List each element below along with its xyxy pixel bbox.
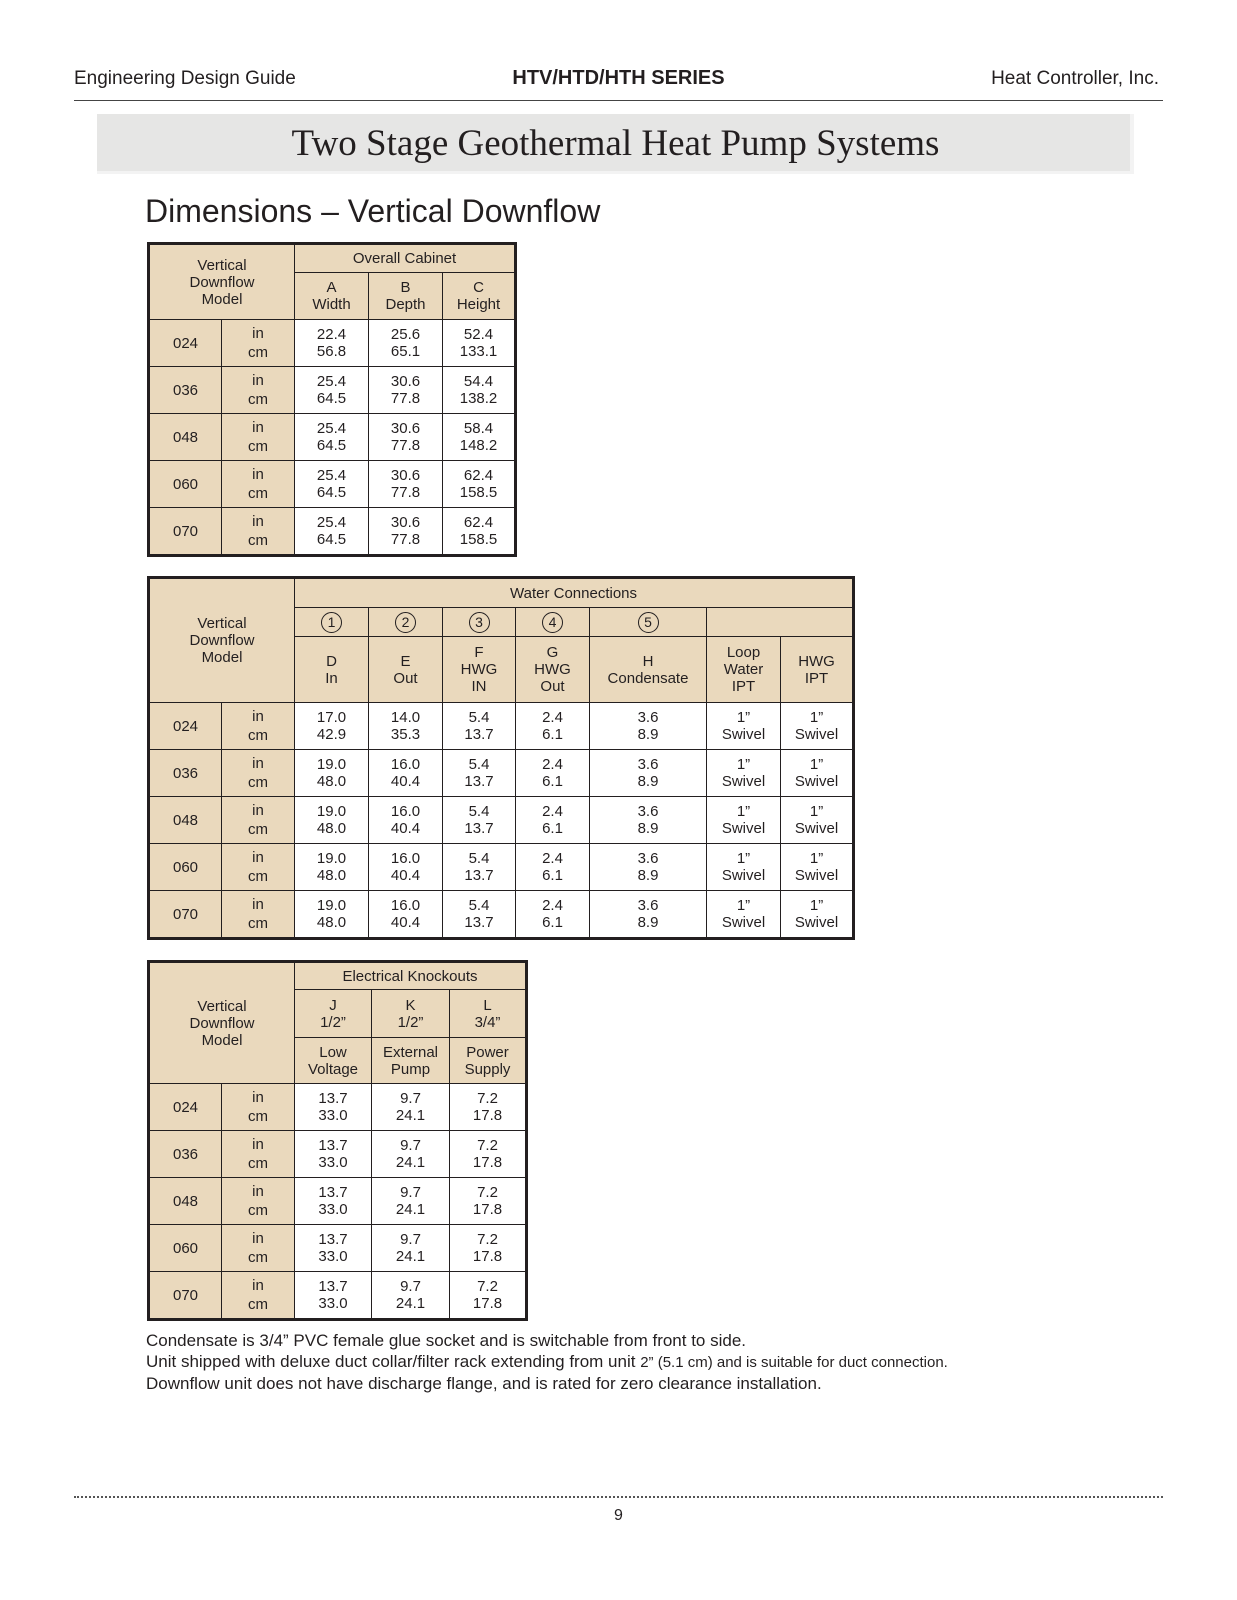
value-cell: 19.0 48.0: [295, 750, 369, 797]
connection-number-cell: [590, 608, 707, 637]
value-cell: 3.6 8.9: [590, 703, 707, 750]
value-cell: 16.0 40.4: [369, 891, 443, 939]
column-header: E Out: [369, 637, 443, 703]
value-cell: 1” Swivel: [781, 703, 854, 750]
value-cell: 30.6 77.8: [369, 508, 443, 556]
table-row: [149, 1178, 527, 1225]
value-cell: 2.4 6.1: [516, 844, 590, 891]
column-header: H Condensate: [590, 637, 707, 703]
model-cell: 036: [149, 1131, 222, 1178]
value-cell: 13.7 33.0: [295, 1272, 372, 1320]
value-cell: 25.4 64.5: [295, 414, 369, 461]
model-cell: 070: [149, 508, 222, 556]
value-cell: 3.6 8.9: [590, 844, 707, 891]
unit-cell: in cm: [222, 367, 295, 414]
value-cell: 3.6 8.9: [590, 891, 707, 939]
electrical-group-header: Electrical Knockouts: [295, 962, 527, 990]
value-cell: 3.6 8.9: [590, 797, 707, 844]
table-row: [149, 1084, 527, 1131]
header-left-text: Engineering Design Guide: [74, 68, 296, 89]
value-cell: 13.7 33.0: [295, 1131, 372, 1178]
unit-cell: in cm: [222, 320, 295, 367]
unit-cell: in cm: [222, 1131, 295, 1178]
value-cell: 58.4 148.2: [443, 414, 516, 461]
value-cell: 9.7 24.1: [372, 1178, 450, 1225]
table-row: [149, 1131, 527, 1178]
value-cell: 13.7 33.0: [295, 1084, 372, 1131]
table-row: [149, 508, 516, 556]
value-cell: 30.6 77.8: [369, 414, 443, 461]
unit-cell: in cm: [222, 508, 295, 556]
value-cell: 16.0 40.4: [369, 797, 443, 844]
unit-cell: in cm: [222, 1084, 295, 1131]
value-cell: 2.4 6.1: [516, 750, 590, 797]
connection-number-cell: [516, 608, 590, 637]
unit-cell: in cm: [222, 844, 295, 891]
column-header: B Depth: [369, 273, 443, 320]
value-cell: 1” Swivel: [707, 891, 781, 939]
unit-cell: in cm: [222, 891, 295, 939]
value-cell: 14.0 35.3: [369, 703, 443, 750]
model-cell: 060: [149, 844, 222, 891]
header-series-title: HTV/HTD/HTH SERIES: [512, 67, 725, 89]
value-cell: 30.6 77.8: [369, 461, 443, 508]
value-cell: 62.4 158.5: [443, 508, 516, 556]
model-header-cell: Vertical Downflow Model: [149, 962, 295, 1084]
value-cell: 9.7 24.1: [372, 1272, 450, 1320]
water-connections-table: [147, 576, 855, 940]
value-cell: 25.4 64.5: [295, 461, 369, 508]
value-cell: 19.0 48.0: [295, 891, 369, 939]
column-header: F HWG IN: [443, 637, 516, 703]
circled-number-icon: 3: [469, 612, 490, 633]
value-cell: 7.2 17.8: [450, 1084, 527, 1131]
model-header-cell: Vertical Downflow Model: [149, 578, 295, 703]
value-cell: 25.4 64.5: [295, 367, 369, 414]
column-header: Power Supply: [450, 1038, 527, 1084]
table-row: [149, 414, 516, 461]
model-cell: 036: [149, 750, 222, 797]
model-cell: 048: [149, 1178, 222, 1225]
column-header: Low Voltage: [295, 1038, 372, 1084]
table-row: [149, 750, 854, 797]
table-row: [149, 1272, 527, 1320]
note-line: Condensate is 3/4” PVC female glue socket and is switchable from front to side.: [146, 1331, 747, 1350]
unit-cell: in cm: [222, 750, 295, 797]
column-header: C Height: [443, 273, 516, 320]
header-divider: [74, 100, 1163, 101]
circled-number-icon: 1: [321, 612, 342, 633]
unit-cell: in cm: [222, 1178, 295, 1225]
value-cell: 5.4 13.7: [443, 797, 516, 844]
value-cell: 54.4 138.2: [443, 367, 516, 414]
unit-cell: in cm: [222, 797, 295, 844]
table-row: [149, 1225, 527, 1272]
unit-cell: in cm: [222, 1225, 295, 1272]
unit-cell: in cm: [222, 703, 295, 750]
blank-header-cell: [707, 608, 854, 637]
value-cell: 1” Swivel: [781, 844, 854, 891]
page-title: Two Stage Geothermal Heat Pump Systems: [97, 114, 1134, 174]
model-cell: 036: [149, 367, 222, 414]
connection-number-cell: [443, 608, 516, 637]
value-cell: 30.6 77.8: [369, 367, 443, 414]
circled-number-icon: 5: [638, 612, 659, 633]
value-cell: 1” Swivel: [707, 750, 781, 797]
footer-divider: [74, 1496, 1163, 1498]
column-header: HWG IPT: [781, 637, 854, 703]
value-cell: 5.4 13.7: [443, 844, 516, 891]
model-cell: 060: [149, 461, 222, 508]
column-header: A Width: [295, 273, 369, 320]
column-header: External Pump: [372, 1038, 450, 1084]
table-row: [149, 797, 854, 844]
value-cell: 16.0 40.4: [369, 750, 443, 797]
header-company: Heat Controller, Inc.: [991, 68, 1159, 89]
value-cell: 7.2 17.8: [450, 1272, 527, 1320]
value-cell: 7.2 17.8: [450, 1131, 527, 1178]
value-cell: 7.2 17.8: [450, 1225, 527, 1272]
value-cell: 5.4 13.7: [443, 703, 516, 750]
unit-cell: in cm: [222, 1272, 295, 1320]
value-cell: 7.2 17.8: [450, 1178, 527, 1225]
model-cell: 024: [149, 1084, 222, 1131]
table-row: [149, 461, 516, 508]
notes-block: [146, 1330, 948, 1394]
circled-number-icon: 2: [395, 612, 416, 633]
value-cell: 1” Swivel: [707, 703, 781, 750]
model-cell: 070: [149, 1272, 222, 1320]
value-cell: 9.7 24.1: [372, 1131, 450, 1178]
value-cell: 17.0 42.9: [295, 703, 369, 750]
value-cell: 2.4 6.1: [516, 797, 590, 844]
connection-number-cell: [369, 608, 443, 637]
model-cell: 024: [149, 703, 222, 750]
value-cell: 16.0 40.4: [369, 844, 443, 891]
note-line: Unit shipped with deluxe duct collar/filter rack extending from unit 2” (5.1 cm) and is suitable for duct connection.: [146, 1352, 948, 1371]
section-title: Dimensions – Vertical Downflow: [145, 193, 601, 229]
column-header: Loop Water IPT: [707, 637, 781, 703]
connection-number-cell: [295, 608, 369, 637]
cabinet-dimensions-table: [147, 242, 517, 557]
model-cell: 070: [149, 891, 222, 939]
table-row: [149, 703, 854, 750]
value-cell: 2.4 6.1: [516, 703, 590, 750]
table-row: [149, 844, 854, 891]
model-cell: 024: [149, 320, 222, 367]
table-row: [149, 367, 516, 414]
unit-cell: in cm: [222, 414, 295, 461]
value-cell: 13.7 33.0: [295, 1178, 372, 1225]
model-cell: 060: [149, 1225, 222, 1272]
electrical-knockouts-table: [147, 960, 528, 1321]
value-cell: 1” Swivel: [781, 797, 854, 844]
table-row: [149, 891, 854, 939]
value-cell: 13.7 33.0: [295, 1225, 372, 1272]
value-cell: 19.0 48.0: [295, 844, 369, 891]
note-line: Downflow unit does not have discharge flange, and is rated for zero clearance installation.: [146, 1374, 822, 1393]
value-cell: 2.4 6.1: [516, 891, 590, 939]
value-cell: 25.4 64.5: [295, 508, 369, 556]
column-header: J 1/2”: [295, 990, 372, 1038]
value-cell: 1” Swivel: [781, 891, 854, 939]
value-cell: 5.4 13.7: [443, 891, 516, 939]
value-cell: 5.4 13.7: [443, 750, 516, 797]
value-cell: 1” Swivel: [707, 844, 781, 891]
unit-cell: in cm: [222, 461, 295, 508]
value-cell: 9.7 24.1: [372, 1225, 450, 1272]
page-number: 9: [614, 1507, 623, 1524]
model-header-cell: Vertical Downflow Model: [149, 244, 295, 320]
column-header: G HWG Out: [516, 637, 590, 703]
value-cell: 9.7 24.1: [372, 1084, 450, 1131]
column-header: K 1/2”: [372, 990, 450, 1038]
table-row: [149, 320, 516, 367]
value-cell: 1” Swivel: [707, 797, 781, 844]
circled-number-icon: 4: [542, 612, 563, 633]
column-header: D In: [295, 637, 369, 703]
model-cell: 048: [149, 797, 222, 844]
model-cell: 048: [149, 414, 222, 461]
water-group-header: Water Connections: [295, 578, 854, 608]
value-cell: 52.4 133.1: [443, 320, 516, 367]
value-cell: 22.4 56.8: [295, 320, 369, 367]
value-cell: 3.6 8.9: [590, 750, 707, 797]
column-header: L 3/4”: [450, 990, 527, 1038]
value-cell: 25.6 65.1: [369, 320, 443, 367]
value-cell: 1” Swivel: [781, 750, 854, 797]
value-cell: 62.4 158.5: [443, 461, 516, 508]
value-cell: 19.0 48.0: [295, 797, 369, 844]
cabinet-group-header: Overall Cabinet: [295, 244, 516, 273]
